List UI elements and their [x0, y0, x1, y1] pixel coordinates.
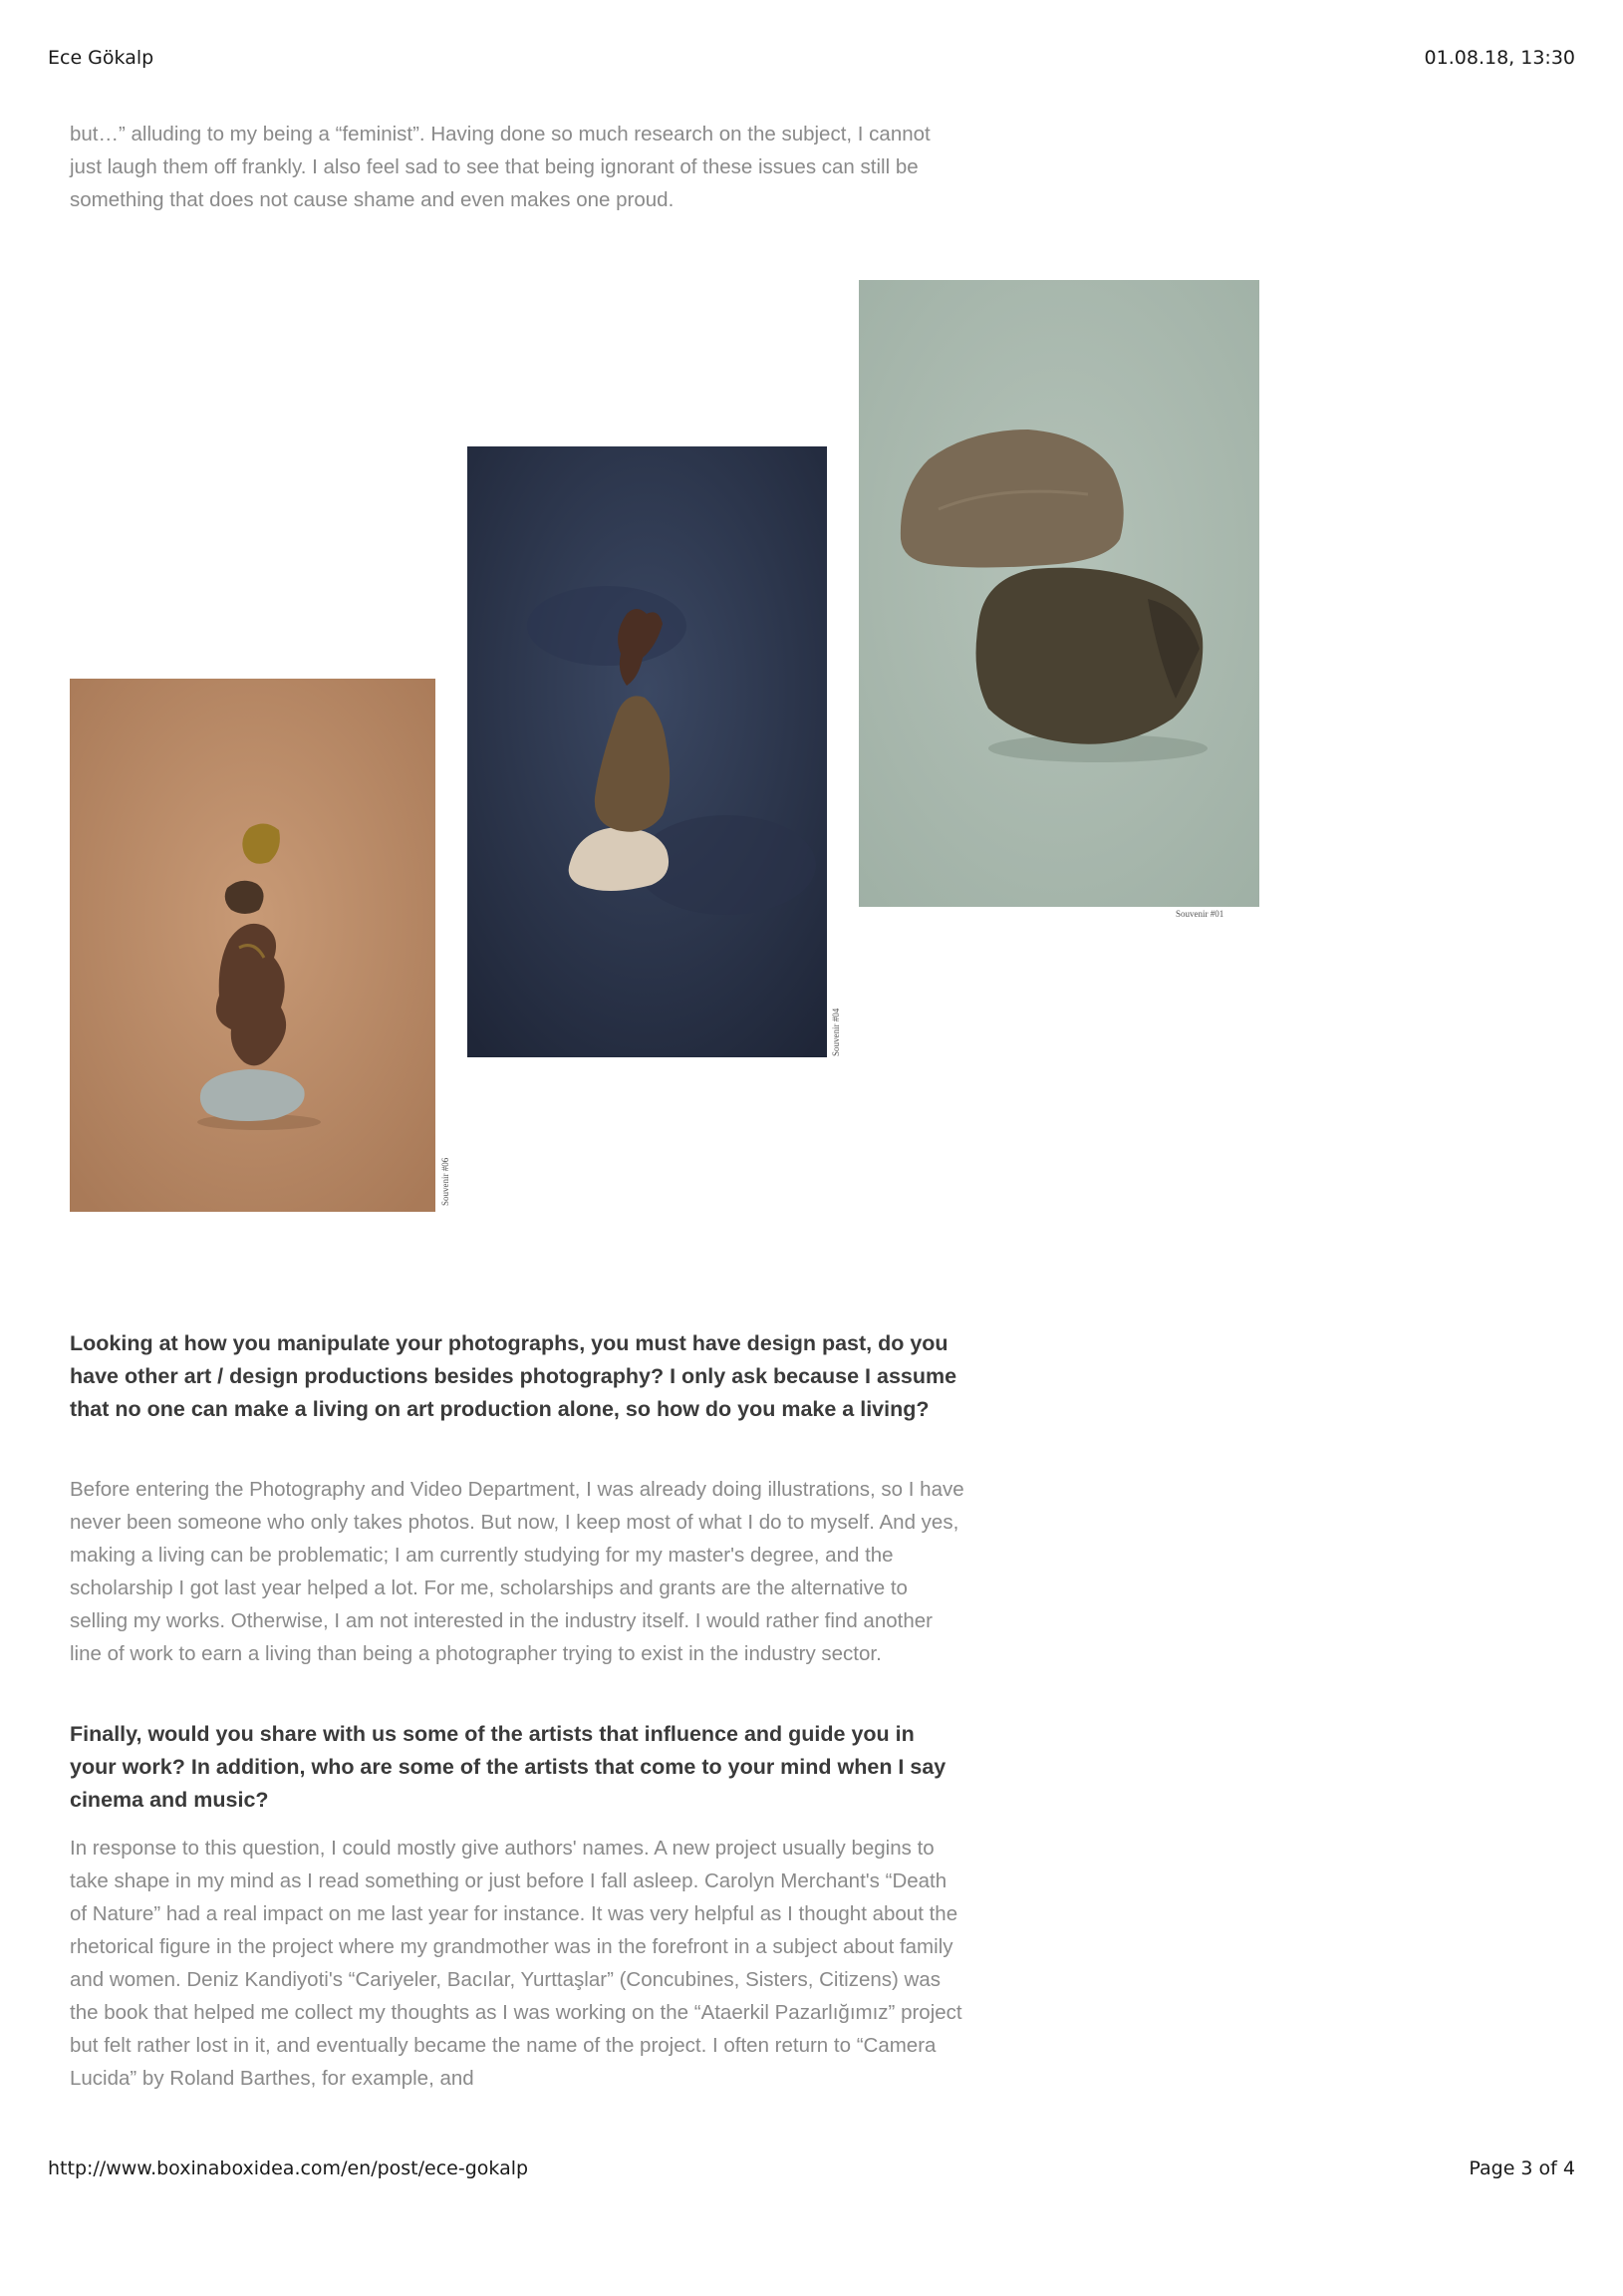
footer-url[interactable]: http://www.boxinaboxidea.com/en/post/ece-gokalp [48, 2157, 529, 2179]
photo-souvenir-04 [467, 446, 827, 1057]
photo-caption-06: Souvenir #06 [440, 1157, 450, 1206]
photo-souvenir-06 [70, 679, 435, 1212]
photo-caption-04: Souvenir #04 [831, 1007, 841, 1056]
footer-page-number: Page 3 of 4 [1469, 2157, 1575, 2179]
stacked-stones-photo-navy [467, 446, 827, 1057]
intro-paragraph: but…” alluding to my being a “feminist”. Having done so much research on the subject, I cannot just laugh them off frankly. I also feel sad to see that being ignorant of these issues can still be something that does not cause shame and even makes one proud. [70, 123, 931, 211]
answer-2: In response to this question, I could mostly give authors' names. A new project usually begins to take shape in my mind as I read something or just before I fall asleep. Carolyn Merchant's “Death of Nature” had a real impact on me last year for instance. It was very helpful as I thought about the rhetorical figure in the project where my grandmother was in the forefront in a subject about family and women. Deniz Kandiyoti's “Cariyeler, Bacılar, Yurttaşlar” (Concubines, Sisters, Citizens) was the book that helped me collect my thoughts as I was working on the “Ataerkil Pazarlığımız” project but felt rather lost in it, and eventually became the name of the project. I often return to “Camera Lucida” by Roland Barthes, for example, and [70, 1837, 962, 2090]
question-1: Looking at how you manipulate your photographs, you must have design past, do you have other art / design productions besides photography? I only ask because I assume that no one can make a living on art production alone, so how do you make a living? [70, 1331, 957, 1421]
stacked-stones-photo-tan [70, 679, 435, 1212]
stacked-stones-photo-sage [859, 280, 1259, 907]
question-2: Finally, would you share with us some of the artists that influence and guide you in your work? In addition, who are some of the artists that come to your mind when I say cinema and music? [70, 1722, 947, 1812]
answer-1: Before entering the Photography and Video Department, I was already doing illustrations, so I have never been someone who only takes photos. But now, I keep most of what I do to myself. And yes, making a living can be problematic; I am currently studying for my master's degree, and the scholarship I got last year helped a lot. For me, scholarships and grants are the alternative to selling my works. Otherwise, I am not interested in the industry itself. I would rather find another line of work to earn a living than being a photographer trying to exist in the industry sector. [70, 1478, 964, 1665]
photo-caption-01: Souvenir #01 [1176, 909, 1224, 919]
photo-souvenir-01 [859, 280, 1259, 907]
header-timestamp: 01.08.18, 13:30 [1424, 47, 1575, 69]
header-title: Ece Gökalp [48, 47, 154, 69]
